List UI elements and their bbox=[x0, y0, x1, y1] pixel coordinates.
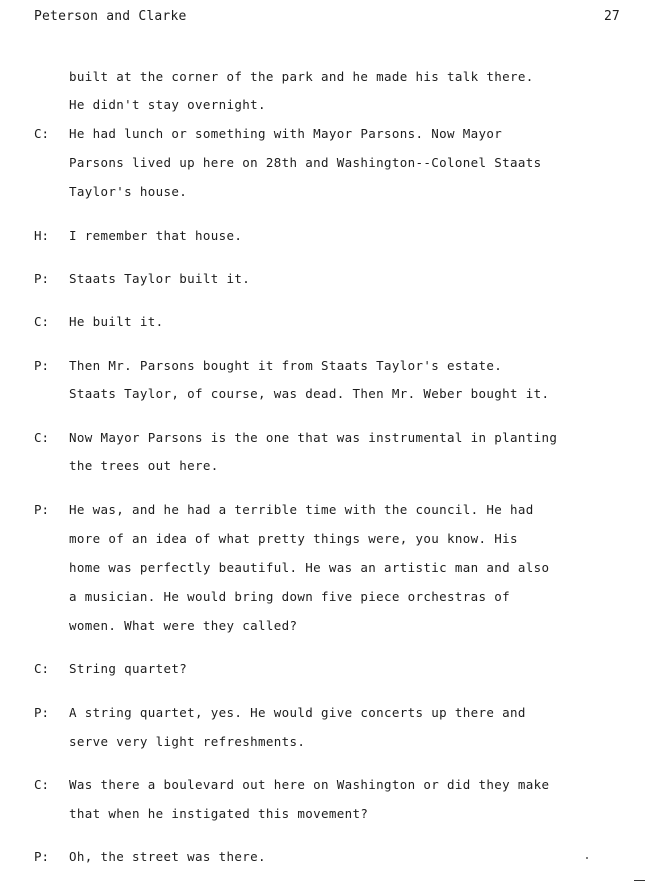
transcript-line: Staats Taylor built it. bbox=[69, 271, 251, 286]
transcript-line: a musician. He would bring down five piece orchestras of bbox=[69, 589, 511, 604]
speaker-label: C: bbox=[34, 430, 50, 445]
transcript-line: Now Mayor Parsons is the one that was instrumental in planting bbox=[69, 430, 558, 445]
transcript-line: the trees out here. bbox=[69, 458, 219, 473]
speaker-label: C: bbox=[34, 126, 50, 141]
transcript-line: more of an idea of what pretty things were, you know. His bbox=[69, 531, 518, 546]
transcript-line: women. What were they called? bbox=[69, 618, 298, 633]
speaker-label: P: bbox=[34, 271, 50, 286]
transcript-line: Was there a boulevard out here on Washington or did they make bbox=[69, 777, 550, 792]
speaker-label: C: bbox=[34, 314, 50, 329]
speaker-label: P: bbox=[34, 358, 50, 373]
page-edge-mark bbox=[634, 880, 645, 881]
transcript-line: built at the corner of the park and he made his talk there. bbox=[69, 69, 534, 84]
speaker-label: P: bbox=[34, 502, 50, 517]
speaker-label: H: bbox=[34, 228, 50, 243]
transcript-line: String quartet? bbox=[69, 661, 188, 676]
transcript-line: He had lunch or something with Mayor Parsons. Now Mayor bbox=[69, 126, 503, 141]
scan-speck bbox=[586, 857, 588, 859]
page-number: 27 bbox=[604, 9, 620, 24]
transcript-line: home was perfectly beautiful. He was an artistic man and also bbox=[69, 560, 550, 575]
speaker-label: P: bbox=[34, 849, 50, 864]
transcript-line: that when he instigated this movement? bbox=[69, 806, 369, 821]
speaker-label: P: bbox=[34, 705, 50, 720]
transcript-line: A string quartet, yes. He would give concerts up there and bbox=[69, 705, 526, 720]
transcript-line: I remember that house. bbox=[69, 228, 243, 243]
transcript-line: Then Mr. Parsons bought it from Staats Taylor's estate. bbox=[69, 358, 503, 373]
speaker-label: C: bbox=[34, 777, 50, 792]
transcript-line: He built it. bbox=[69, 314, 164, 329]
transcript-line: Parsons lived up here on 28th and Washington--Colonel Staats bbox=[69, 155, 542, 170]
transcript-line: Taylor's house. bbox=[69, 184, 188, 199]
transcript-line: Oh, the street was there. bbox=[69, 849, 266, 864]
transcript-line: serve very light refreshments. bbox=[69, 734, 306, 749]
speaker-label: C: bbox=[34, 661, 50, 676]
transcript-line: Staats Taylor, of course, was dead. Then Mr. Weber bought it. bbox=[69, 386, 550, 401]
transcript-line: He was, and he had a terrible time with the council. He had bbox=[69, 502, 534, 517]
running-header: Peterson and Clarke bbox=[34, 9, 187, 24]
transcript-line: He didn't stay overnight. bbox=[69, 97, 266, 112]
